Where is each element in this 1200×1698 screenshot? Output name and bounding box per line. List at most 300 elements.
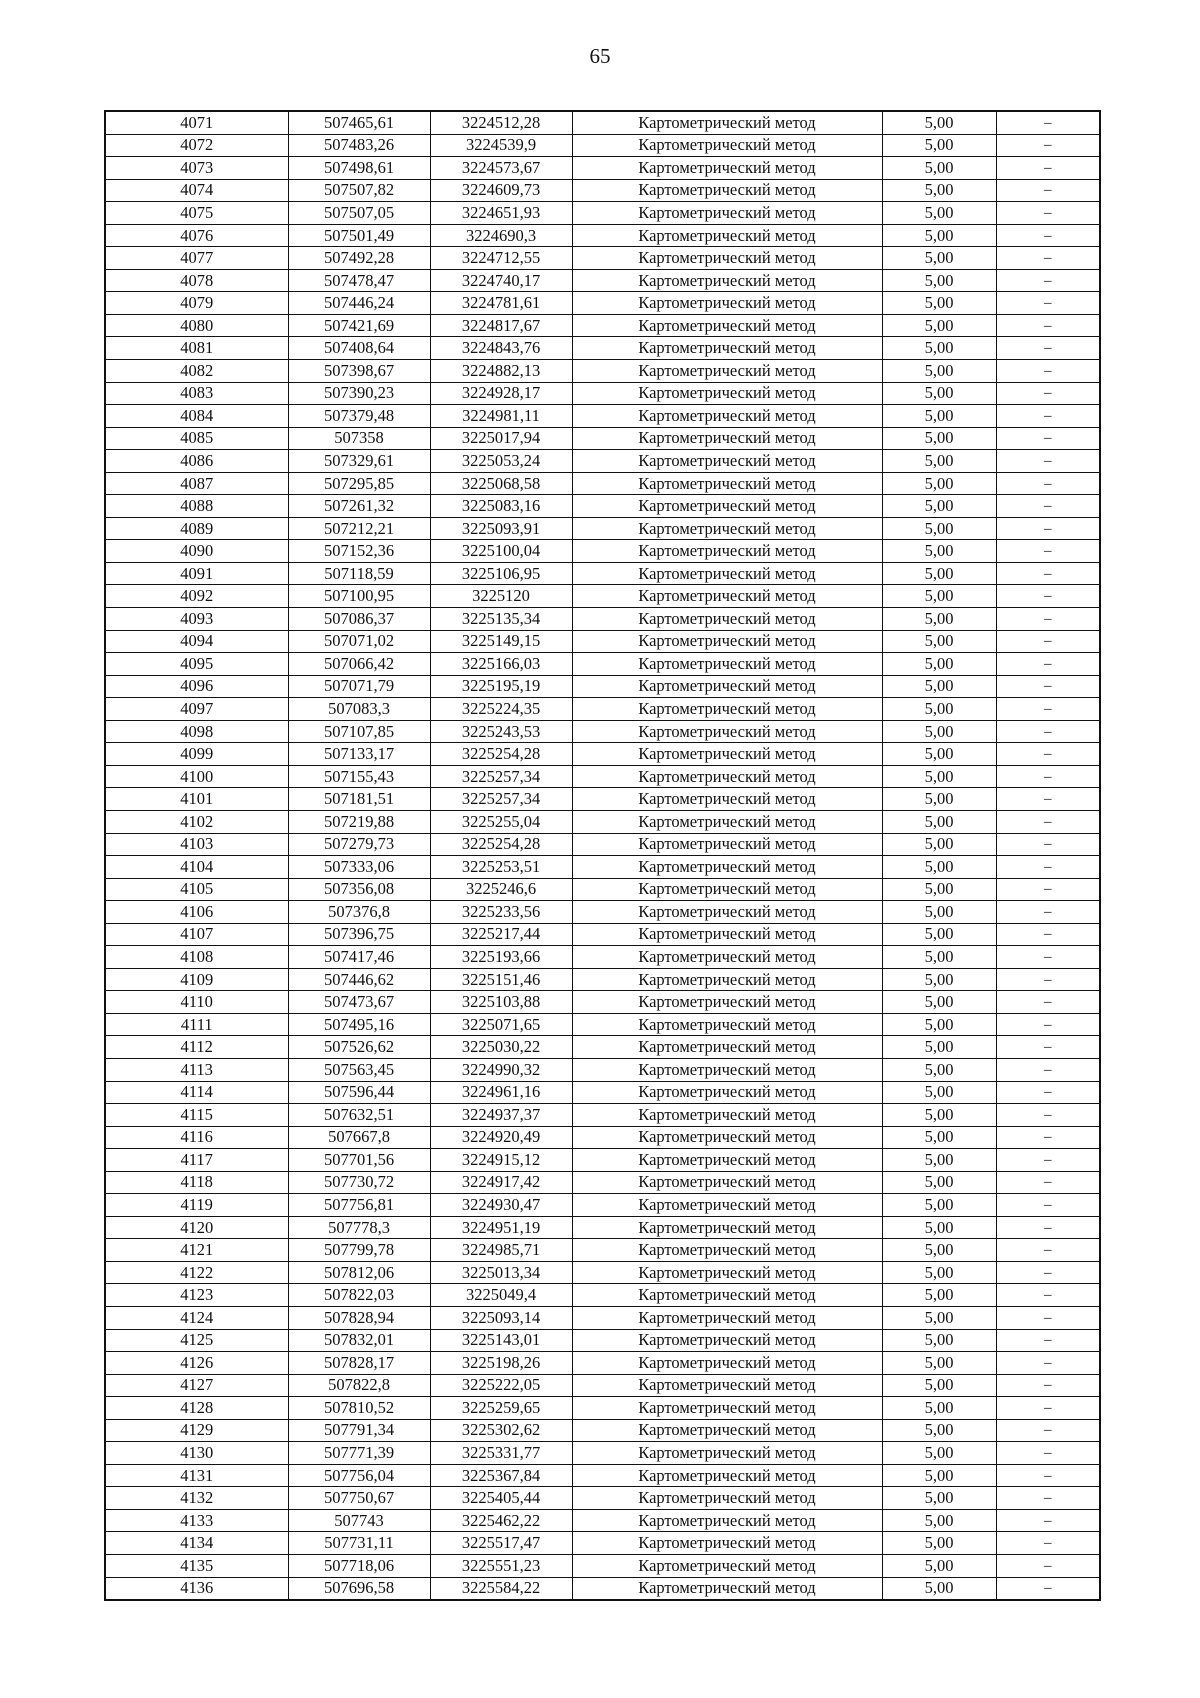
accuracy-cell: 5,00 [882, 1036, 996, 1059]
point-number-cell: 4121 [105, 1239, 288, 1262]
method-cell: Картометрический метод [572, 1374, 882, 1397]
accuracy-cell: 5,00 [882, 1239, 996, 1262]
table-row [105, 1306, 1100, 1329]
point-number-cell: 4105 [105, 878, 288, 901]
accuracy-cell: 5,00 [882, 1487, 996, 1510]
x-coordinate-cell: 507828,17 [288, 1352, 430, 1375]
x-coordinate-cell: 507632,51 [288, 1104, 430, 1127]
description-cell: – [996, 923, 1100, 946]
accuracy-cell: 5,00 [882, 968, 996, 991]
method-cell: Картометрический метод [572, 562, 882, 585]
method-cell: Картометрический метод [572, 675, 882, 698]
y-coordinate-cell: 3224651,93 [430, 202, 572, 225]
method-cell: Картометрический метод [572, 540, 882, 563]
description-cell: – [996, 540, 1100, 563]
y-coordinate-cell: 3225135,34 [430, 608, 572, 631]
x-coordinate-cell: 507799,78 [288, 1239, 430, 1262]
x-coordinate-cell: 507771,39 [288, 1442, 430, 1465]
description-cell: – [996, 314, 1100, 337]
table-row [105, 1532, 1100, 1555]
method-cell: Картометрический метод [572, 1239, 882, 1262]
accuracy-cell: 5,00 [882, 540, 996, 563]
table-row [105, 1487, 1100, 1510]
point-number-cell: 4132 [105, 1487, 288, 1510]
table-row [105, 472, 1100, 495]
point-number-cell: 4136 [105, 1577, 288, 1600]
table-row [105, 1239, 1100, 1262]
accuracy-cell: 5,00 [882, 1194, 996, 1217]
coordinates-table-body [105, 111, 1100, 1600]
method-cell: Картометрический метод [572, 382, 882, 405]
x-coordinate-cell: 507261,32 [288, 495, 430, 518]
x-coordinate-cell: 507812,06 [288, 1261, 430, 1284]
y-coordinate-cell: 3225551,23 [430, 1555, 572, 1578]
point-number-cell: 4071 [105, 111, 288, 134]
accuracy-cell: 5,00 [882, 1464, 996, 1487]
x-coordinate-cell: 507408,64 [288, 337, 430, 360]
point-number-cell: 4082 [105, 360, 288, 383]
point-number-cell: 4072 [105, 134, 288, 157]
method-cell: Картометрический метод [572, 292, 882, 315]
description-cell: – [996, 720, 1100, 743]
description-cell: – [996, 1397, 1100, 1420]
x-coordinate-cell: 507822,03 [288, 1284, 430, 1307]
y-coordinate-cell: 3225053,24 [430, 450, 572, 473]
description-cell: – [996, 1352, 1100, 1375]
description-cell: – [996, 405, 1100, 428]
y-coordinate-cell: 3225143,01 [430, 1329, 572, 1352]
table-row [105, 1261, 1100, 1284]
y-coordinate-cell: 3224928,17 [430, 382, 572, 405]
point-number-cell: 4079 [105, 292, 288, 315]
y-coordinate-cell: 3225093,14 [430, 1306, 572, 1329]
point-number-cell: 4120 [105, 1216, 288, 1239]
point-number-cell: 4122 [105, 1261, 288, 1284]
x-coordinate-cell: 507507,05 [288, 202, 430, 225]
table-row [105, 1013, 1100, 1036]
x-coordinate-cell: 507498,61 [288, 157, 430, 180]
accuracy-cell: 5,00 [882, 810, 996, 833]
accuracy-cell: 5,00 [882, 1058, 996, 1081]
y-coordinate-cell: 3225331,77 [430, 1442, 572, 1465]
x-coordinate-cell: 507295,85 [288, 472, 430, 495]
accuracy-cell: 5,00 [882, 1329, 996, 1352]
y-coordinate-cell: 3225017,94 [430, 427, 572, 450]
table-row [105, 1419, 1100, 1442]
table-row [105, 247, 1100, 270]
point-number-cell: 4078 [105, 269, 288, 292]
accuracy-cell: 5,00 [882, 157, 996, 180]
y-coordinate-cell: 3225462,22 [430, 1509, 572, 1532]
x-coordinate-cell: 507279,73 [288, 833, 430, 856]
accuracy-cell: 5,00 [882, 382, 996, 405]
method-cell: Картометрический метод [572, 608, 882, 631]
coordinates-table [104, 110, 1101, 1601]
method-cell: Картометрический метод [572, 450, 882, 473]
table-row [105, 1171, 1100, 1194]
description-cell: – [996, 698, 1100, 721]
method-cell: Картометрический метод [572, 224, 882, 247]
point-number-cell: 4125 [105, 1329, 288, 1352]
description-cell: – [996, 450, 1100, 473]
description-cell: – [996, 765, 1100, 788]
accuracy-cell: 5,00 [882, 1577, 996, 1600]
description-cell: – [996, 1419, 1100, 1442]
point-number-cell: 4073 [105, 157, 288, 180]
x-coordinate-cell: 507421,69 [288, 314, 430, 337]
table-row [105, 1509, 1100, 1532]
method-cell: Картометрический метод [572, 1397, 882, 1420]
accuracy-cell: 5,00 [882, 427, 996, 450]
table-row [105, 901, 1100, 924]
y-coordinate-cell: 3225106,95 [430, 562, 572, 585]
method-cell: Картометрический метод [572, 1419, 882, 1442]
accuracy-cell: 5,00 [882, 1374, 996, 1397]
accuracy-cell: 5,00 [882, 630, 996, 653]
table-row [105, 1464, 1100, 1487]
table-row [105, 517, 1100, 540]
x-coordinate-cell: 507696,58 [288, 1577, 430, 1600]
accuracy-cell: 5,00 [882, 405, 996, 428]
accuracy-cell: 5,00 [882, 653, 996, 676]
point-number-cell: 4117 [105, 1149, 288, 1172]
accuracy-cell: 5,00 [882, 562, 996, 585]
y-coordinate-cell: 3225302,62 [430, 1419, 572, 1442]
description-cell: – [996, 946, 1100, 969]
description-cell: – [996, 1577, 1100, 1600]
y-coordinate-cell: 3225120 [430, 585, 572, 608]
table-row [105, 382, 1100, 405]
y-coordinate-cell: 3225254,28 [430, 833, 572, 856]
point-number-cell: 4097 [105, 698, 288, 721]
method-cell: Картометрический метод [572, 856, 882, 879]
y-coordinate-cell: 3225224,35 [430, 698, 572, 721]
y-coordinate-cell: 3225149,15 [430, 630, 572, 653]
table-row [105, 743, 1100, 766]
x-coordinate-cell: 507155,43 [288, 765, 430, 788]
y-coordinate-cell: 3225093,91 [430, 517, 572, 540]
x-coordinate-cell: 507358 [288, 427, 430, 450]
point-number-cell: 4076 [105, 224, 288, 247]
x-coordinate-cell: 507756,04 [288, 1464, 430, 1487]
y-coordinate-cell: 3225193,66 [430, 946, 572, 969]
table-row [105, 1126, 1100, 1149]
table-row [105, 450, 1100, 473]
accuracy-cell: 5,00 [882, 901, 996, 924]
table-row [105, 1352, 1100, 1375]
table-row [105, 179, 1100, 202]
table-row [105, 923, 1100, 946]
method-cell: Картометрический метод [572, 1487, 882, 1510]
x-coordinate-cell: 507329,61 [288, 450, 430, 473]
accuracy-cell: 5,00 [882, 1126, 996, 1149]
y-coordinate-cell: 3225584,22 [430, 1577, 572, 1600]
method-cell: Картометрический метод [572, 360, 882, 383]
method-cell: Картометрический метод [572, 1171, 882, 1194]
method-cell: Картометрический метод [572, 653, 882, 676]
x-coordinate-cell: 507495,16 [288, 1013, 430, 1036]
accuracy-cell: 5,00 [882, 111, 996, 134]
method-cell: Картометрический метод [572, 1306, 882, 1329]
x-coordinate-cell: 507731,11 [288, 1532, 430, 1555]
table-row [105, 1329, 1100, 1352]
accuracy-cell: 5,00 [882, 608, 996, 631]
y-coordinate-cell: 3225257,34 [430, 788, 572, 811]
table-row [105, 1555, 1100, 1578]
table-row [105, 337, 1100, 360]
accuracy-cell: 5,00 [882, 1013, 996, 1036]
point-number-cell: 4129 [105, 1419, 288, 1442]
description-cell: – [996, 743, 1100, 766]
method-cell: Картометрический метод [572, 1329, 882, 1352]
table-row [105, 878, 1100, 901]
accuracy-cell: 5,00 [882, 856, 996, 879]
point-number-cell: 4089 [105, 517, 288, 540]
x-coordinate-cell: 507133,17 [288, 743, 430, 766]
description-cell: – [996, 157, 1100, 180]
method-cell: Картометрический метод [572, 269, 882, 292]
point-number-cell: 4112 [105, 1036, 288, 1059]
x-coordinate-cell: 507219,88 [288, 810, 430, 833]
table-row [105, 1577, 1100, 1600]
y-coordinate-cell: 3225253,51 [430, 856, 572, 879]
description-cell: – [996, 1104, 1100, 1127]
description-cell: – [996, 788, 1100, 811]
y-coordinate-cell: 3225198,26 [430, 1352, 572, 1375]
y-coordinate-cell: 3224985,71 [430, 1239, 572, 1262]
point-number-cell: 4074 [105, 179, 288, 202]
y-coordinate-cell: 3224981,11 [430, 405, 572, 428]
accuracy-cell: 5,00 [882, 517, 996, 540]
x-coordinate-cell: 507118,59 [288, 562, 430, 585]
point-number-cell: 4126 [105, 1352, 288, 1375]
y-coordinate-cell: 3225243,53 [430, 720, 572, 743]
point-number-cell: 4103 [105, 833, 288, 856]
description-cell: – [996, 901, 1100, 924]
x-coordinate-cell: 507083,3 [288, 698, 430, 721]
x-coordinate-cell: 507828,94 [288, 1306, 430, 1329]
accuracy-cell: 5,00 [882, 1261, 996, 1284]
accuracy-cell: 5,00 [882, 495, 996, 518]
x-coordinate-cell: 507596,44 [288, 1081, 430, 1104]
point-number-cell: 4133 [105, 1509, 288, 1532]
y-coordinate-cell: 3225222,05 [430, 1374, 572, 1397]
table-row [105, 608, 1100, 631]
accuracy-cell: 5,00 [882, 1442, 996, 1465]
description-cell: – [996, 517, 1100, 540]
y-coordinate-cell: 3225083,16 [430, 495, 572, 518]
accuracy-cell: 5,00 [882, 292, 996, 315]
table-row [105, 1284, 1100, 1307]
point-number-cell: 4111 [105, 1013, 288, 1036]
description-cell: – [996, 224, 1100, 247]
point-number-cell: 4083 [105, 382, 288, 405]
accuracy-cell: 5,00 [882, 946, 996, 969]
point-number-cell: 4118 [105, 1171, 288, 1194]
method-cell: Картометрический метод [572, 1081, 882, 1104]
y-coordinate-cell: 3225233,56 [430, 901, 572, 924]
point-number-cell: 4093 [105, 608, 288, 631]
method-cell: Картометрический метод [572, 517, 882, 540]
table-row [105, 1104, 1100, 1127]
table-row [105, 833, 1100, 856]
method-cell: Картометрический метод [572, 134, 882, 157]
description-cell: – [996, 653, 1100, 676]
description-cell: – [996, 1013, 1100, 1036]
method-cell: Картометрический метод [572, 901, 882, 924]
y-coordinate-cell: 3225100,04 [430, 540, 572, 563]
y-coordinate-cell: 3224512,28 [430, 111, 572, 134]
accuracy-cell: 5,00 [882, 833, 996, 856]
table-row [105, 856, 1100, 879]
accuracy-cell: 5,00 [882, 1532, 996, 1555]
accuracy-cell: 5,00 [882, 1284, 996, 1307]
x-coordinate-cell: 507822,8 [288, 1374, 430, 1397]
point-number-cell: 4109 [105, 968, 288, 991]
y-coordinate-cell: 3224990,32 [430, 1058, 572, 1081]
y-coordinate-cell: 3225166,03 [430, 653, 572, 676]
method-cell: Картометрический метод [572, 405, 882, 428]
method-cell: Картометрический метод [572, 1216, 882, 1239]
x-coordinate-cell: 507810,52 [288, 1397, 430, 1420]
point-number-cell: 4106 [105, 901, 288, 924]
point-number-cell: 4135 [105, 1555, 288, 1578]
method-cell: Картометрический метод [572, 765, 882, 788]
method-cell: Картометрический метод [572, 720, 882, 743]
x-coordinate-cell: 507212,21 [288, 517, 430, 540]
accuracy-cell: 5,00 [882, 1149, 996, 1172]
description-cell: – [996, 810, 1100, 833]
x-coordinate-cell: 507563,45 [288, 1058, 430, 1081]
point-number-cell: 4100 [105, 765, 288, 788]
description-cell: – [996, 111, 1100, 134]
x-coordinate-cell: 507501,49 [288, 224, 430, 247]
method-cell: Картометрический метод [572, 1036, 882, 1059]
x-coordinate-cell: 507492,28 [288, 247, 430, 270]
description-cell: – [996, 675, 1100, 698]
y-coordinate-cell: 3224843,76 [430, 337, 572, 360]
x-coordinate-cell: 507791,34 [288, 1419, 430, 1442]
x-coordinate-cell: 507356,08 [288, 878, 430, 901]
accuracy-cell: 5,00 [882, 224, 996, 247]
description-cell: – [996, 1509, 1100, 1532]
method-cell: Картометрический метод [572, 1126, 882, 1149]
table-row [105, 360, 1100, 383]
accuracy-cell: 5,00 [882, 247, 996, 270]
accuracy-cell: 5,00 [882, 743, 996, 766]
table-row [105, 157, 1100, 180]
description-cell: – [996, 1126, 1100, 1149]
x-coordinate-cell: 507473,67 [288, 991, 430, 1014]
page-number: 65 [589, 44, 611, 68]
point-number-cell: 4088 [105, 495, 288, 518]
method-cell: Картометрический метод [572, 1464, 882, 1487]
x-coordinate-cell: 507396,75 [288, 923, 430, 946]
description-cell: – [996, 1171, 1100, 1194]
accuracy-cell: 5,00 [882, 991, 996, 1014]
method-cell: Картометрический метод [572, 1194, 882, 1217]
y-coordinate-cell: 3224917,42 [430, 1171, 572, 1194]
description-cell: – [996, 1374, 1100, 1397]
method-cell: Картометрический метод [572, 1532, 882, 1555]
point-number-cell: 4130 [105, 1442, 288, 1465]
description-cell: – [996, 630, 1100, 653]
description-cell: – [996, 1442, 1100, 1465]
description-cell: – [996, 856, 1100, 879]
table-row [105, 765, 1100, 788]
table-row [105, 405, 1100, 428]
point-number-cell: 4113 [105, 1058, 288, 1081]
description-cell: – [996, 1261, 1100, 1284]
method-cell: Картометрический метод [572, 788, 882, 811]
description-cell: – [996, 562, 1100, 585]
description-cell: – [996, 202, 1100, 225]
accuracy-cell: 5,00 [882, 202, 996, 225]
description-cell: – [996, 495, 1100, 518]
table-row [105, 810, 1100, 833]
point-number-cell: 4115 [105, 1104, 288, 1127]
description-cell: – [996, 382, 1100, 405]
table-row [105, 562, 1100, 585]
table-row [105, 1194, 1100, 1217]
point-number-cell: 4110 [105, 991, 288, 1014]
y-coordinate-cell: 3225071,65 [430, 1013, 572, 1036]
y-coordinate-cell: 3224882,13 [430, 360, 572, 383]
description-cell: – [996, 1194, 1100, 1217]
accuracy-cell: 5,00 [882, 1104, 996, 1127]
method-cell: Картометрический метод [572, 157, 882, 180]
table-row [105, 991, 1100, 1014]
accuracy-cell: 5,00 [882, 1081, 996, 1104]
accuracy-cell: 5,00 [882, 1555, 996, 1578]
point-number-cell: 4090 [105, 540, 288, 563]
method-cell: Картометрический метод [572, 1013, 882, 1036]
method-cell: Картометрический метод [572, 495, 882, 518]
method-cell: Картометрический метод [572, 946, 882, 969]
accuracy-cell: 5,00 [882, 675, 996, 698]
point-number-cell: 4108 [105, 946, 288, 969]
accuracy-cell: 5,00 [882, 134, 996, 157]
method-cell: Картометрический метод [572, 833, 882, 856]
point-number-cell: 4094 [105, 630, 288, 653]
description-cell: – [996, 1464, 1100, 1487]
accuracy-cell: 5,00 [882, 1306, 996, 1329]
x-coordinate-cell: 507086,37 [288, 608, 430, 631]
table-row [105, 1216, 1100, 1239]
table-row [105, 540, 1100, 563]
y-coordinate-cell: 3224573,67 [430, 157, 572, 180]
accuracy-cell: 5,00 [882, 314, 996, 337]
point-number-cell: 4101 [105, 788, 288, 811]
y-coordinate-cell: 3225030,22 [430, 1036, 572, 1059]
description-cell: – [996, 608, 1100, 631]
point-number-cell: 4086 [105, 450, 288, 473]
y-coordinate-cell: 3225246,6 [430, 878, 572, 901]
point-number-cell: 4123 [105, 1284, 288, 1307]
x-coordinate-cell: 507756,81 [288, 1194, 430, 1217]
point-number-cell: 4102 [105, 810, 288, 833]
description-cell: – [996, 585, 1100, 608]
point-number-cell: 4127 [105, 1374, 288, 1397]
x-coordinate-cell: 507379,48 [288, 405, 430, 428]
y-coordinate-cell: 3224712,55 [430, 247, 572, 270]
point-number-cell: 4085 [105, 427, 288, 450]
table-row [105, 720, 1100, 743]
x-coordinate-cell: 507417,46 [288, 946, 430, 969]
description-cell: – [996, 1216, 1100, 1239]
description-cell: – [996, 1149, 1100, 1172]
y-coordinate-cell: 3225195,19 [430, 675, 572, 698]
